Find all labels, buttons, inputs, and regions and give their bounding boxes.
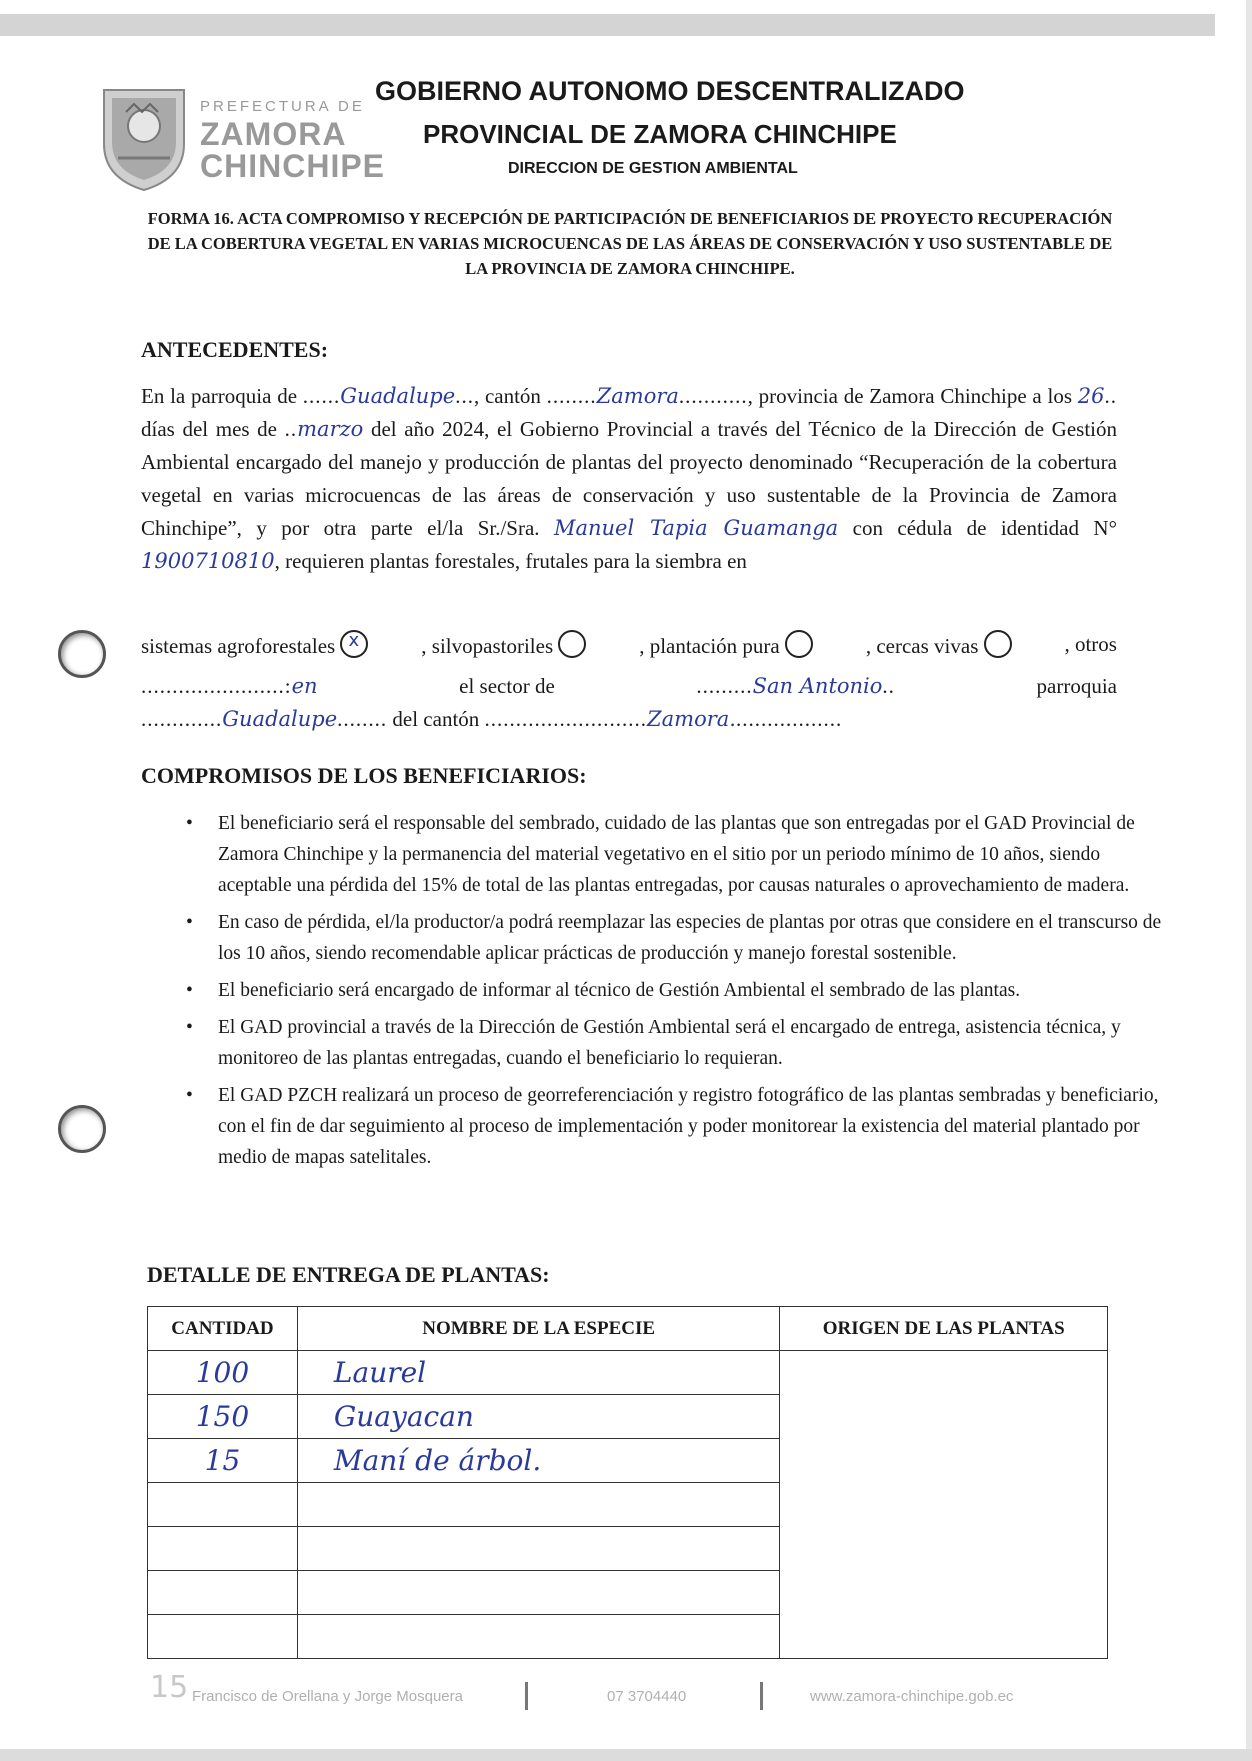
cell-especie[interactable] bbox=[297, 1615, 779, 1659]
col-origen: ORIGEN DE LAS PLANTAS bbox=[780, 1307, 1108, 1351]
cell-especie[interactable]: Maní de árbol. bbox=[297, 1439, 779, 1483]
detalle-heading: DETALLE DE ENTREGA DE PLANTAS: bbox=[147, 1262, 550, 1287]
prefectura-shield-logo bbox=[98, 82, 190, 192]
col-especie: NOMBRE DE LA ESPECIE bbox=[297, 1307, 779, 1351]
list-item: • El beneficiario será encargado de informar al técnico de Gestión Ambiental el sembrado de las plantas. bbox=[218, 975, 1168, 1006]
field-canton-2[interactable]: Zamora. bbox=[647, 707, 736, 731]
field-parroquia[interactable]: Guadalupe bbox=[340, 384, 456, 408]
cell-cantidad[interactable] bbox=[148, 1483, 298, 1527]
forma-title: FORMA 16. ACTA COMPROMISO Y RECEPCIÓN DE PARTICIPACIÓN DE BENEFICIARIOS DE PROYECTO RECUPERACIÓN DE LA COBERTURA VEGETAL EN VARIAS MICROCUENCAS DE LAS ÁREAS DE CONSERVACIÓN Y USO SUSTENTABLE DE LA PROVINCIA DE ZAMORA CHINCHIPE. bbox=[147, 209, 1113, 278]
compromisos-heading: COMPROMISOS DE LOS BENEFICIARIOS: bbox=[141, 763, 587, 788]
parroquia-label: parroquia bbox=[1036, 674, 1117, 698]
cell-especie[interactable] bbox=[297, 1571, 779, 1615]
field-canton[interactable]: Zamora bbox=[596, 384, 679, 408]
cell-cantidad[interactable]: 150 bbox=[148, 1395, 298, 1439]
list-item: • En caso de pérdida, el/la productor/a podrá reemplazar las especies de plantas por otras que considere en el transcurso de los 10 años, siendo recomendable aplicar prácticas de producción y manejo forestal sostenible. bbox=[218, 907, 1168, 969]
col-cantidad: CANTIDAD bbox=[148, 1307, 298, 1351]
brand-prefectura: PREFECTURA DE bbox=[200, 98, 365, 115]
scan-edge-right bbox=[1246, 0, 1252, 1761]
punch-hole bbox=[58, 1105, 106, 1153]
table-row bbox=[148, 1351, 1108, 1395]
antecedentes-paragraph: En la parroquia de ......Guadalupe..., cantón ........Zamora..........., provincia de Zamora Chinchipe a los 26.. días del mes de ..marzo del año 2024, el Gobierno Provincial a través del Técnico de la Dirección de Gestión Ambiental encargado del manejo y producción de plantas del proyecto denominado “Recuperación de la cobertura vegetal en varias microcuencas de las áreas de conservación y uso sustentable de la Provincia de Zamora Chinchipe”, y por otra parte el/la Sr./Sra. Manuel Tapia Guamanga con cédula de identidad N° 1900710810, requieren plantas forestales, frutales para la siembra en bbox=[141, 384, 1117, 573]
cell-origen[interactable] bbox=[780, 1351, 1108, 1659]
footer-phone: 07 3704440 bbox=[607, 1688, 687, 1705]
option-plantacion-pura[interactable] bbox=[785, 630, 813, 658]
cell-cantidad[interactable] bbox=[148, 1571, 298, 1615]
table-header-row bbox=[148, 1307, 1108, 1351]
punch-hole bbox=[58, 630, 106, 678]
brand-chinchipe: CHINCHIPE bbox=[200, 148, 386, 184]
otros-label: , otros bbox=[1064, 632, 1117, 656]
sistemas-label: sistemas agroforestales bbox=[141, 634, 336, 658]
ant-text-6: con cédula de identidad N° bbox=[838, 516, 1117, 540]
cell-especie[interactable]: Laurel bbox=[297, 1351, 779, 1395]
ant-text-2: , cantón bbox=[473, 384, 547, 408]
header-title-1: GOBIERNO AUTONOMO DESCENTRALIZADO bbox=[375, 76, 965, 106]
cell-especie[interactable] bbox=[297, 1527, 779, 1571]
scan-edge-bottom bbox=[0, 1749, 1252, 1761]
ant-text-1: En la parroquia de bbox=[141, 384, 303, 408]
field-otros[interactable]: en bbox=[291, 674, 318, 698]
page-number: 15 bbox=[150, 1670, 189, 1705]
field-dias[interactable]: 26 bbox=[1077, 384, 1105, 408]
field-nombre[interactable]: Manuel Tapia Guamanga bbox=[553, 516, 839, 540]
header-subtitle: DIRECCION DE GESTION AMBIENTAL bbox=[508, 160, 798, 177]
header-title-2: PROVINCIAL DE ZAMORA CHINCHIPE bbox=[423, 119, 897, 149]
ant-text-7: , requieren plantas forestales, frutales para la siembra en bbox=[274, 549, 747, 573]
cell-cantidad[interactable]: 15 bbox=[148, 1439, 298, 1483]
plants-table bbox=[147, 1306, 1108, 1659]
ant-text-3: , provincia de Zamora Chinchipe a los bbox=[747, 384, 1078, 408]
antecedentes-heading: ANTECEDENTES: bbox=[141, 337, 329, 362]
footer-divider bbox=[525, 1682, 528, 1710]
compromisos-list bbox=[170, 808, 1168, 1179]
cell-cantidad[interactable]: 100 bbox=[148, 1351, 298, 1395]
footer-divider bbox=[760, 1682, 763, 1710]
cell-cantidad[interactable] bbox=[148, 1615, 298, 1659]
list-item: • El beneficiario será el responsable del sembrado, cuidado de las plantas que son entregadas por el GAD Provincial de Zamora Chinchipe y la permanencia del material vegetativo en el sitio por un periodo mínimo de 10 años, siendo aceptable una pérdida del 15% de total de las plantas entregadas, por causas naturales o aprovechamiento de madera. bbox=[218, 808, 1168, 901]
cercas-label: , cercas vivas bbox=[865, 634, 979, 658]
footer-address: Francisco de Orellana y Jorge Mosquera bbox=[192, 1688, 463, 1705]
field-cedula[interactable]: 1900710810 bbox=[141, 549, 275, 573]
option-cercas-vivas[interactable] bbox=[984, 630, 1012, 658]
brand-zamora: ZAMORA bbox=[200, 116, 347, 152]
sector-line: .......................:en el sector de .........San Antonio.. parroquia bbox=[141, 674, 1117, 698]
ant-text-5: del año 2024, el Gobierno Provincial a través del Técnico de la Dirección de Gestión Ambiental encargado del manejo y producción de plantas del proyecto denominado “Recuperación de la cobertura vegetal en varias microcuencas de las áreas de conservación y uso sustentable de la Provincia de Zamora Chinchipe”, y por otra parte el/la Sr./Sra. bbox=[141, 417, 1117, 540]
cell-especie[interactable] bbox=[297, 1483, 779, 1527]
field-parroquia-2[interactable]: Guadalupe bbox=[222, 707, 338, 731]
canton-line: .............Guadalupe........ del cantón ..........................Zamora.................. bbox=[141, 707, 843, 731]
list-item: • El GAD PZCH realizará un proceso de georreferenciación y registro fotográfico de las plantas sembradas y beneficiario, con el fin de dar seguimiento al proceso de implementación y poder monitorear la existencia del material plantado por medio de mapas satelitales. bbox=[218, 1080, 1168, 1173]
pura-label: , plantación pura bbox=[639, 634, 780, 658]
cell-cantidad[interactable] bbox=[148, 1527, 298, 1571]
silvo-label: , silvopastoriles bbox=[421, 634, 554, 658]
option-agroforestal[interactable] bbox=[340, 630, 368, 658]
del-canton-label: del cantón bbox=[387, 707, 485, 731]
field-mes[interactable]: marzo bbox=[297, 417, 364, 441]
cell-especie[interactable]: Guayacan bbox=[297, 1395, 779, 1439]
sistemas-line bbox=[141, 630, 1117, 659]
scan-edge bbox=[0, 14, 1215, 36]
option-silvopastoril[interactable] bbox=[558, 630, 586, 658]
ant-text-4: días del mes de bbox=[141, 417, 285, 441]
footer-website[interactable]: www.zamora-chinchipe.gob.ec bbox=[810, 1688, 1014, 1705]
list-item: • El GAD provincial a través de la Dirección de Gestión Ambiental será el encargado de entrega, asistencia técnica, y monitoreo de las plantas entregadas, cuando el beneficiario lo requieran. bbox=[218, 1012, 1168, 1074]
sector-label: el sector de bbox=[459, 674, 555, 698]
field-sector[interactable]: San Antonio bbox=[752, 674, 883, 698]
